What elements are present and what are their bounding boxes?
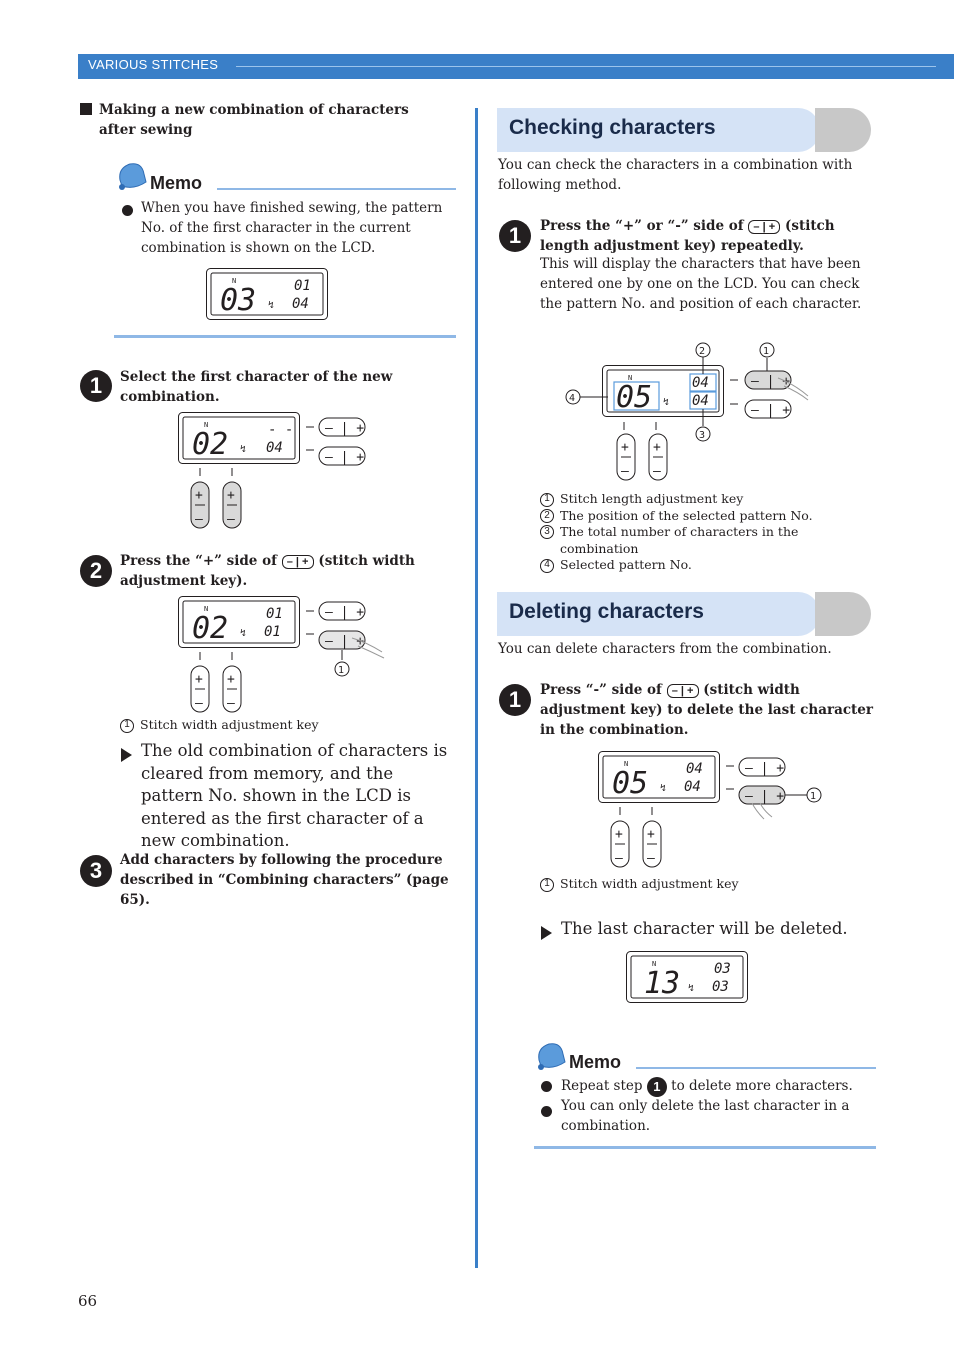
length-key-icon: – | + [748, 220, 780, 234]
callout-number: 1 [120, 719, 134, 733]
svg-text:– | +: – | + [751, 374, 791, 389]
callout-number: 1 [763, 346, 770, 357]
lcd-with-keys [176, 410, 370, 532]
svg-text:–: – [195, 512, 203, 527]
callout-number: 3 [540, 525, 554, 539]
step-text-part: Press “-” side of [540, 682, 662, 698]
lcd-with-keys [176, 594, 392, 716]
memo-title: Memo [569, 1052, 622, 1072]
svg-text:N: N [204, 605, 209, 613]
svg-text:+: + [653, 440, 661, 455]
memo-text: to delete more characters. [671, 1078, 853, 1094]
memo-bullet [541, 1076, 876, 1097]
step-text [540, 680, 876, 740]
callout-number: 4 [540, 559, 554, 573]
callout-number: 1 [540, 493, 554, 507]
legend-text: The position of the selected pattern No. [560, 507, 813, 523]
legend-item [540, 508, 840, 525]
lcd-display [206, 268, 328, 320]
width-key-icon: – | + [667, 684, 699, 698]
step-text-part: (stitch width adjustment key) to delete the last character in the combination. [540, 682, 873, 738]
header-rule [236, 66, 936, 67]
lcd-bottom-digits: 04 [692, 393, 709, 409]
svg-text:– | +: – | + [745, 761, 785, 776]
svg-text:↯: ↯ [240, 444, 247, 455]
subheading-square-icon [80, 103, 92, 115]
memo-rule [636, 1067, 876, 1069]
callout-number: 4 [569, 393, 576, 404]
svg-text:N: N [624, 760, 629, 768]
step-text [120, 551, 450, 591]
svg-text:–: – [195, 696, 203, 711]
lcd-big-digits: 05 [616, 380, 653, 415]
svg-text:↯: ↯ [663, 397, 670, 408]
svg-text:+: + [615, 827, 623, 842]
memo-bell-icon [533, 1040, 567, 1074]
step-badge: 1 [499, 220, 531, 252]
column-divider [475, 108, 478, 1268]
callout-number: 1 [338, 665, 345, 676]
legend-text: The total number of characters in the combination [560, 524, 799, 556]
lcd-display [626, 951, 748, 1003]
svg-text:+: + [195, 672, 203, 687]
svg-text:– | +: – | + [325, 421, 365, 436]
svg-text:+: + [227, 488, 235, 503]
step-text: Select the first character of the new combination. [120, 369, 393, 405]
svg-text:–: – [647, 851, 655, 866]
svg-text:–: – [621, 464, 629, 479]
step-text-part: Press the “+” or “-” side of [540, 218, 744, 234]
bullet-dot-icon [541, 1101, 561, 1120]
callout-number: 2 [699, 346, 706, 357]
lcd-bottom-digits: 01 [264, 624, 281, 640]
caption-text: Stitch width adjustment key [560, 876, 739, 891]
legend-list [540, 491, 840, 574]
caption-text: Stitch width adjustment key [140, 717, 319, 732]
memo-bullet: When you have finished sewing, the pattern No. of the first character in the current combination is shown on the LCD. [141, 200, 443, 256]
lcd-big-digits: 05 [612, 766, 649, 801]
lcd-top-digits: 04 [686, 761, 703, 777]
lcd-big-digits: 13 [644, 966, 681, 1001]
step-badge: 3 [80, 855, 112, 887]
svg-text:1: 1 [810, 791, 817, 802]
lcd-top-digits: - - [268, 422, 294, 438]
step-body: This will display the characters that have been entered one by one on the LCD. You can check the pattern No. and position of each character. [540, 256, 862, 312]
svg-text:↯: ↯ [660, 783, 667, 794]
legend-item [540, 524, 840, 557]
svg-text:↯: ↯ [688, 983, 695, 994]
lcd-bottom-digits: 04 [266, 440, 283, 456]
memo-bell-icon [114, 160, 148, 194]
legend-text: Stitch length adjustment key [560, 491, 744, 506]
legend-item [540, 491, 840, 508]
figure-caption [120, 717, 450, 734]
callout-number: 2 [540, 509, 554, 523]
lcd-with-keys [562, 340, 814, 482]
step-badge: 2 [80, 555, 112, 587]
svg-text:+: + [621, 440, 629, 455]
memo-bullet: You can only delete the last character in a combination. [561, 1098, 850, 1134]
svg-text:– | +: – | + [325, 605, 365, 620]
svg-text:+: + [195, 488, 203, 503]
step-text [540, 216, 876, 256]
svg-text:–: – [653, 464, 661, 479]
memo-end-rule [534, 1146, 876, 1149]
page-number: 66 [78, 1292, 98, 1310]
svg-text:N: N [652, 960, 657, 968]
lcd-big-digits: 02 [192, 427, 229, 462]
result-triangle-icon [121, 744, 138, 763]
svg-text:– | +: – | + [325, 450, 365, 465]
callout-number: 3 [699, 430, 706, 441]
lcd-bottom-digits: 03 [712, 979, 729, 995]
step-badge: 1 [499, 684, 531, 716]
width-key-icon: – | + [282, 555, 314, 569]
svg-text:– | +: – | + [751, 403, 791, 418]
figure-caption [540, 876, 840, 893]
section-heading-deleting [497, 592, 874, 636]
svg-text:– | +: – | + [325, 634, 365, 649]
svg-text:–: – [227, 696, 235, 711]
svg-text:N: N [232, 277, 237, 285]
callout-number: 1 [540, 878, 554, 892]
lcd-big-digits: 03 [220, 283, 257, 318]
subheading: Making a new combination of characters after sewing [99, 102, 409, 138]
legend-text: Selected pattern No. [560, 557, 692, 572]
svg-text:–: – [227, 512, 235, 527]
svg-text:–: – [615, 851, 623, 866]
lcd-top-digits: 01 [266, 606, 283, 622]
step-text-part: Press the “+” side of [120, 553, 277, 569]
memo-end-rule [114, 335, 456, 338]
svg-text:+: + [227, 672, 235, 687]
step-badge: 1 [80, 370, 112, 402]
svg-text:↯: ↯ [268, 300, 275, 311]
section-intro: You can delete characters from the combination. [498, 641, 832, 657]
step-text-part: (stitch width adjustment key). [120, 553, 415, 589]
lcd-bottom-digits: 04 [292, 296, 309, 312]
lcd-top-digits: 01 [294, 278, 311, 294]
svg-text:+: + [647, 827, 655, 842]
section-title: Checking characters [509, 116, 716, 139]
lcd-top-digits: 03 [714, 961, 731, 977]
step-text: Add characters by following the procedure described in “Combining characters” (page 65). [120, 852, 449, 908]
legend-item [540, 557, 840, 574]
lcd-with-keys [596, 749, 828, 871]
section-label: VARIOUS STITCHES [88, 57, 219, 72]
step-ref-badge: 1 [647, 1077, 667, 1097]
memo-title: Memo [150, 173, 203, 193]
svg-text:N: N [628, 374, 633, 382]
step-text-part: (stitch length adjustment key) repeatedly. [540, 218, 835, 254]
bullet-dot-icon [122, 200, 142, 219]
result-text: The last character will be deleted. [561, 919, 848, 938]
svg-text:N: N [204, 421, 209, 429]
section-title: Deleting characters [509, 600, 704, 623]
lcd-bottom-digits: 04 [684, 779, 701, 795]
lcd-top-digits: 04 [692, 375, 709, 391]
memo-rule [217, 188, 456, 190]
section-heading-checking [497, 108, 874, 152]
result-text: The old combination of characters is cleared from memory, and the pattern No. shown in the LCD is entered as the first character of a new combination. [141, 741, 448, 850]
section-intro: You can check the characters in a combination with following method. [498, 157, 853, 193]
memo-text: Repeat step [561, 1078, 643, 1094]
lcd-big-digits: 02 [192, 611, 229, 646]
svg-text:– | +: – | + [745, 789, 785, 804]
svg-text:↯: ↯ [240, 628, 247, 639]
result-triangle-icon [541, 922, 558, 941]
